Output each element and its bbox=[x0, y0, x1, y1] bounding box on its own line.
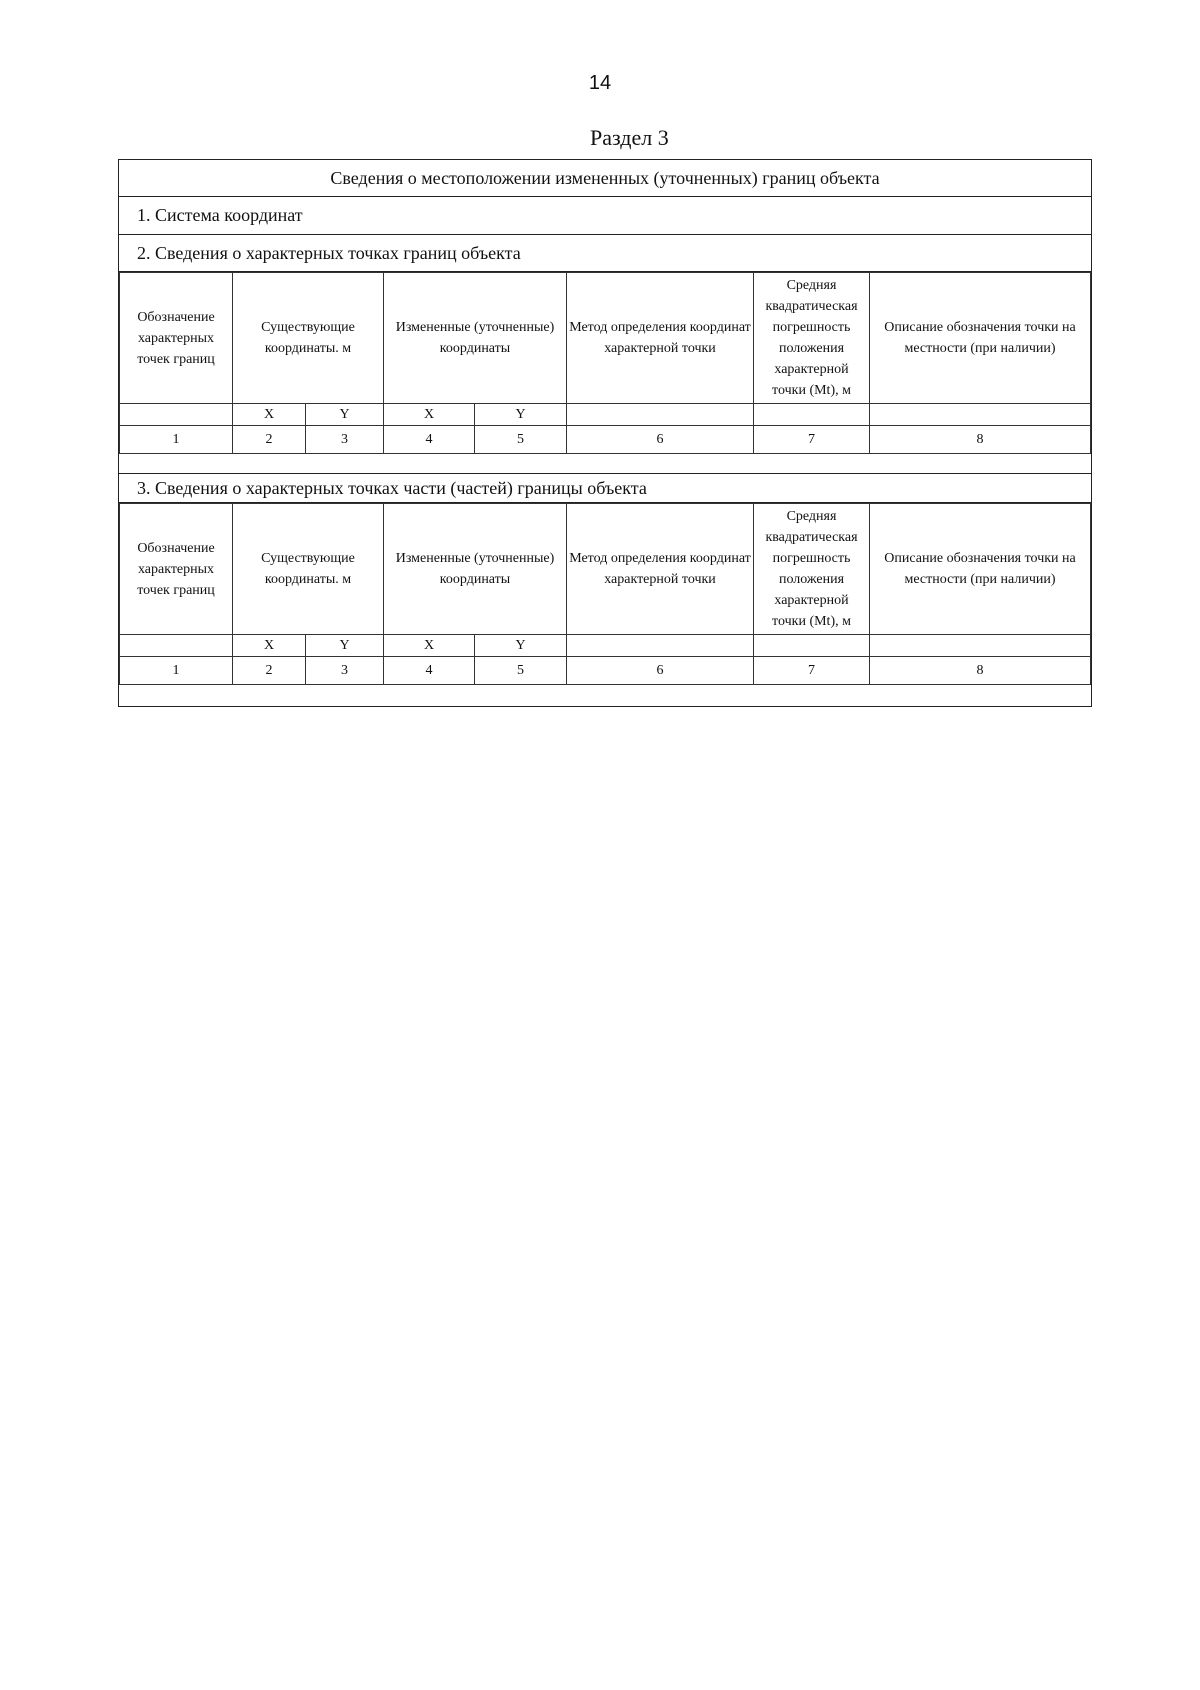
boundary-points-heading: 2. Сведения о характерных точках границ объекта bbox=[119, 235, 1091, 272]
col-point-designation: Обозначение характерных точек границ bbox=[120, 273, 233, 404]
table-subheader-row bbox=[120, 635, 1091, 657]
part-boundary-points-table bbox=[119, 503, 1091, 685]
section-title: Раздел 3 bbox=[590, 125, 669, 150]
col-description: Описание обозначения точки на местности (при наличии) bbox=[870, 273, 1091, 404]
sub-y-changed: Y bbox=[475, 635, 567, 657]
empty-row bbox=[119, 454, 1091, 474]
col-changed-coords: Измененные (уточненные) координаты bbox=[384, 504, 567, 635]
table-number-row: 1 2 3 4 5 6 7 8 bbox=[120, 426, 1091, 454]
col-changed-coords: Измененные (уточненные) координаты bbox=[384, 273, 567, 404]
sub-x-existing: X bbox=[233, 404, 306, 426]
table-subheader-row bbox=[120, 404, 1091, 426]
form-heading: Сведения о местоположении измененных (уточненных) границ объекта bbox=[119, 160, 1091, 197]
table-number-row: 1 2 3 4 5 6 7 8 bbox=[120, 657, 1091, 685]
sub-y-existing: Y bbox=[306, 635, 384, 657]
col-mean-error: Средняя квадратическая погрешность положения характерной точки (Mt), м bbox=[754, 273, 870, 404]
sub-y-changed: Y bbox=[475, 404, 567, 426]
sub-x-changed: X bbox=[384, 635, 475, 657]
col-mean-error: Средняя квадратическая погрешность положения характерной точки (Mt), м bbox=[754, 504, 870, 635]
col-existing-coords: Существующие координаты. м bbox=[233, 273, 384, 404]
col-description: Описание обозначения точки на местности (при наличии) bbox=[870, 504, 1091, 635]
table-header-row bbox=[120, 273, 1091, 404]
coordinate-system-row: 1. Система координат bbox=[119, 197, 1091, 235]
table-header-row bbox=[120, 504, 1091, 635]
sub-x-existing: X bbox=[233, 635, 306, 657]
sub-x-changed: X bbox=[384, 404, 475, 426]
empty-row bbox=[119, 685, 1091, 706]
col-point-designation: Обозначение характерных точек границ bbox=[120, 504, 233, 635]
boundary-points-table bbox=[119, 272, 1091, 454]
col-method: Метод определения координат характерной точки bbox=[567, 273, 754, 404]
page-number: 14 bbox=[588, 72, 612, 94]
part-boundary-heading: 3. Сведения о характерных точках части (частей) границы объекта bbox=[119, 474, 1091, 503]
sub-y-existing: Y bbox=[306, 404, 384, 426]
col-existing-coords: Существующие координаты. м bbox=[233, 504, 384, 635]
boundary-form bbox=[118, 159, 1092, 707]
col-method: Метод определения координат характерной точки bbox=[567, 504, 754, 635]
